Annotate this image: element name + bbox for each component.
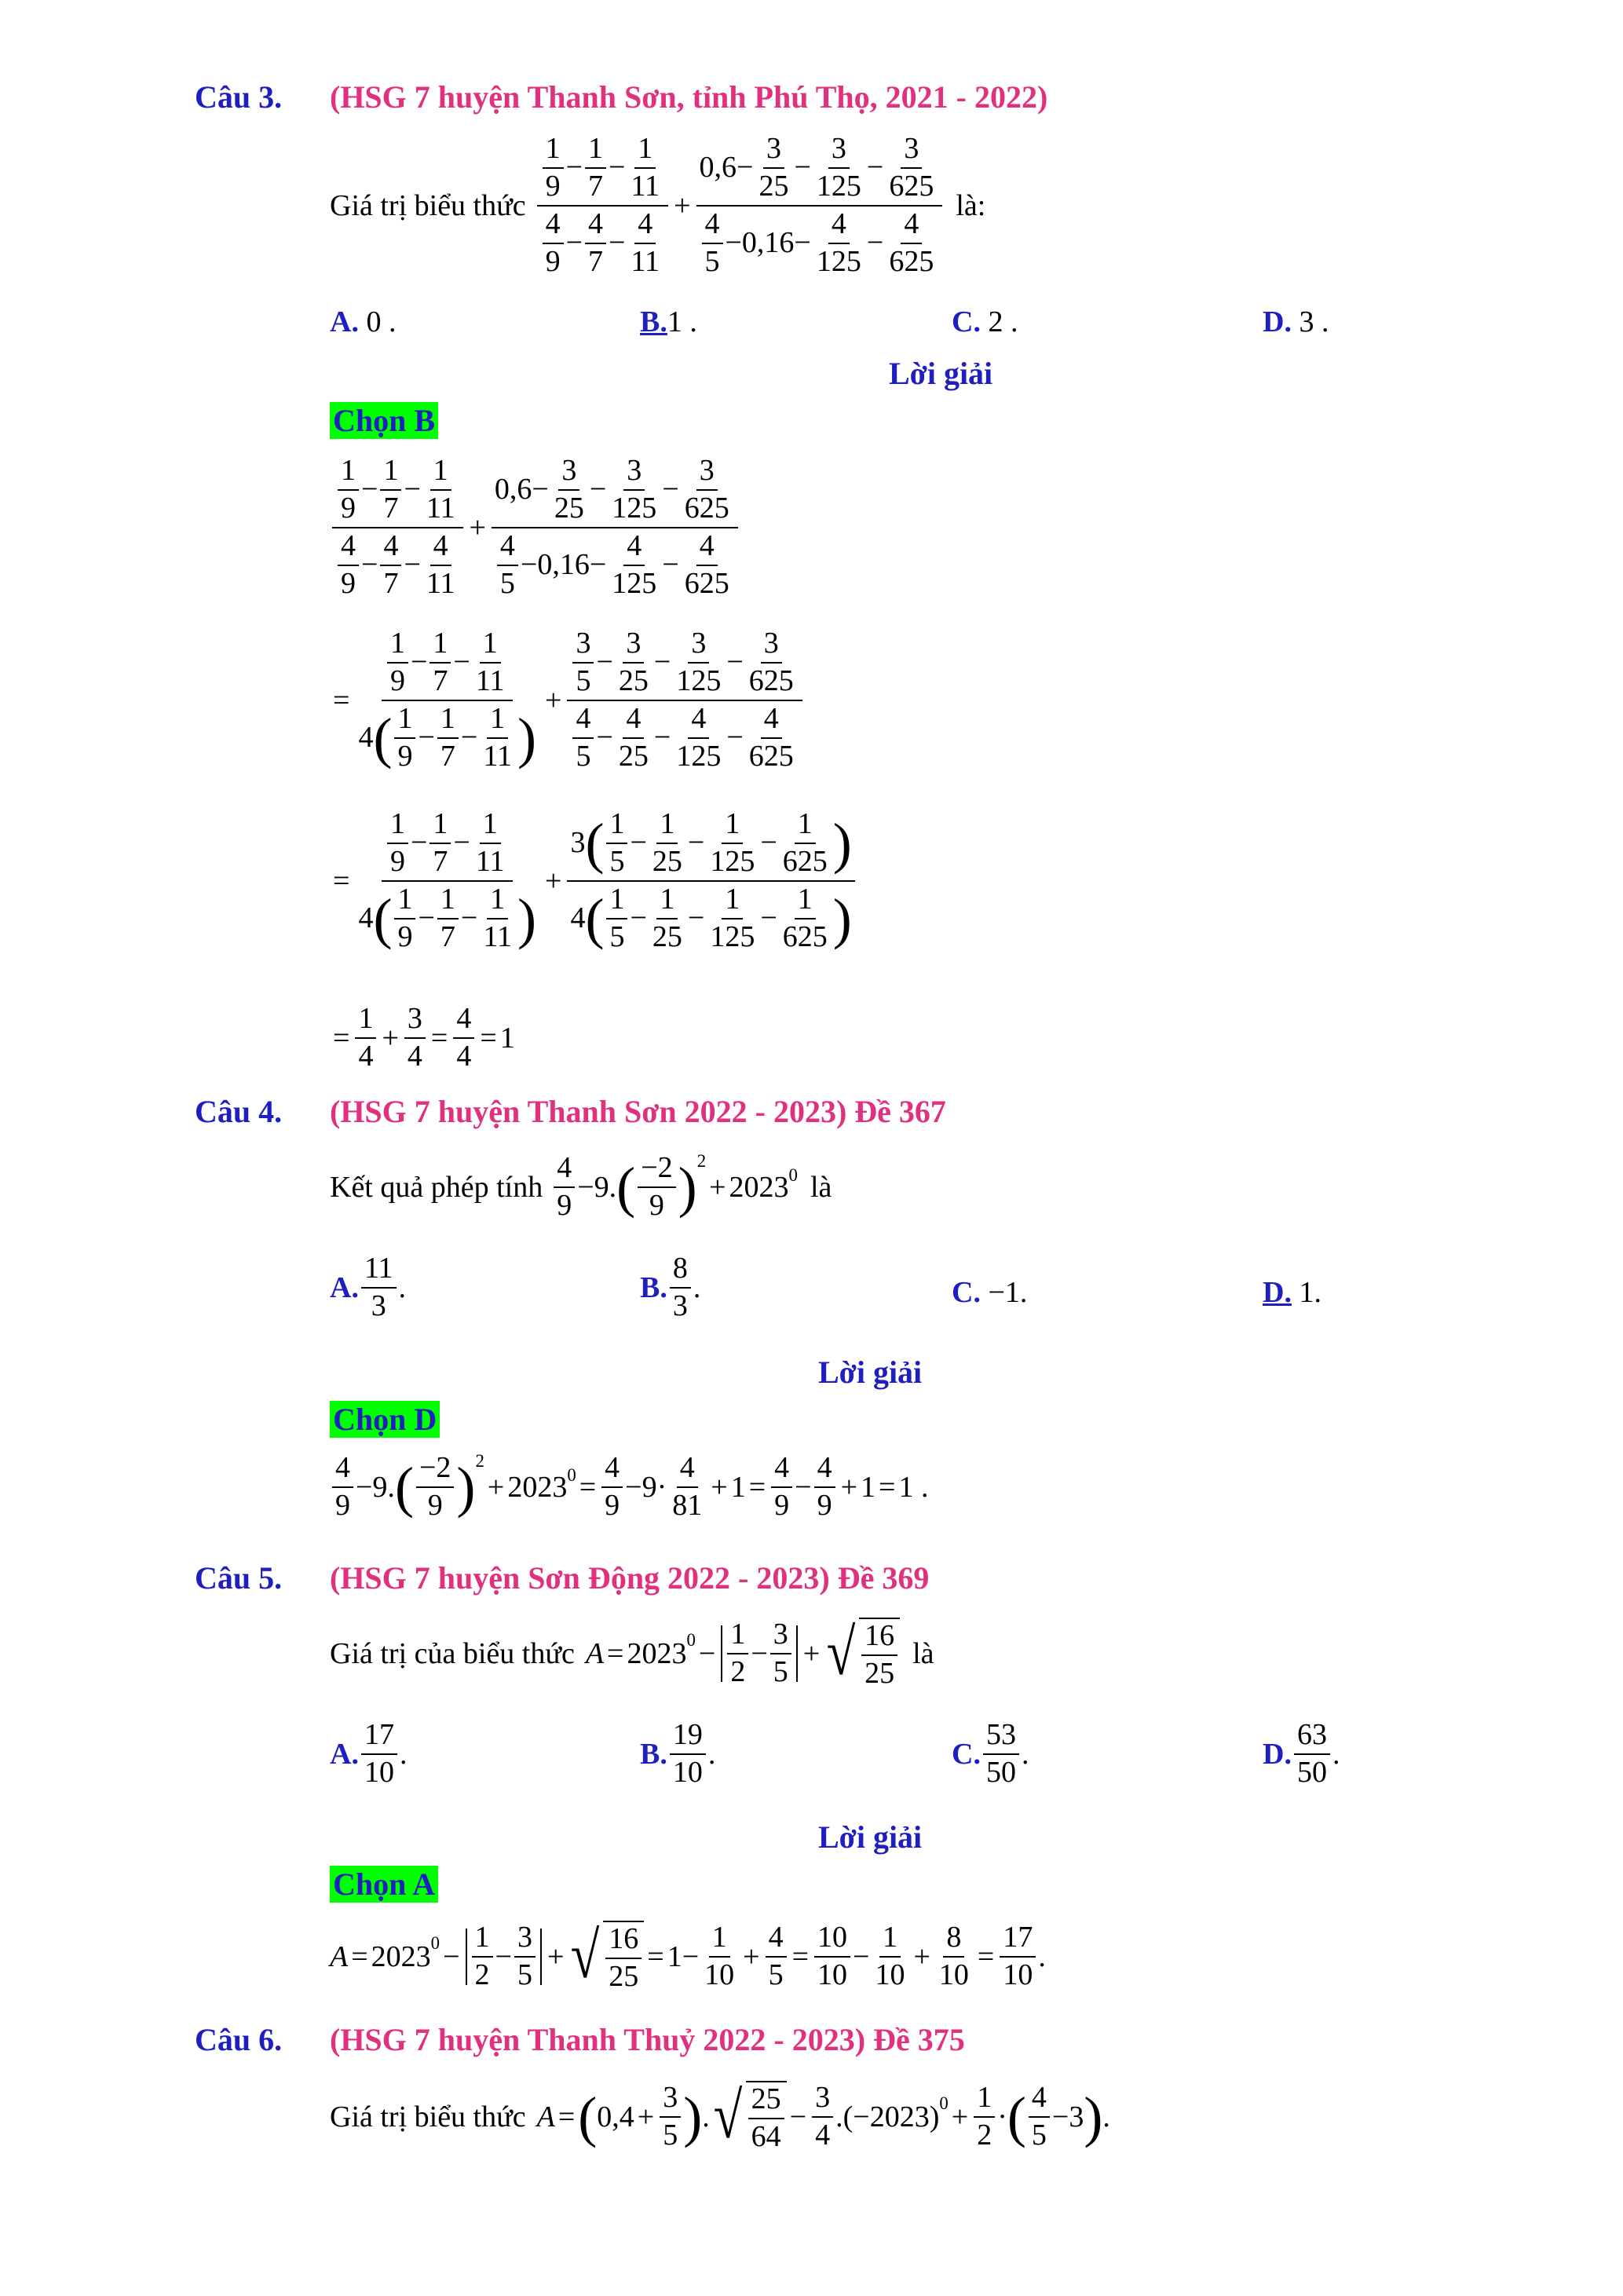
q5-stem-prefix: Giá trị của biểu thức: [330, 1636, 575, 1670]
q4-option-a[interactable]: A. 11 3 .: [330, 1252, 407, 1322]
q4-stem-suffix: là: [810, 1170, 832, 1204]
q3-option-b[interactable]: B.1 .: [640, 305, 697, 338]
q3-number: Câu 3.: [195, 79, 283, 115]
q3-solution-title: Lời giải: [889, 356, 993, 391]
q6-stem: Giá trị biểu thức A = ( 0,4 + $\frac{3}{5}$ ) . √ $\frac{25}{64}$ − $\frac{3}{4}$ .(−2023) 0 + $\frac{1}{2}$ · ( 4 5 −3 ) .: [330, 2080, 1110, 2153]
q5-source: (HSG 7 huyện Sơn Động 2022 - 2023) Đề 369: [330, 1560, 930, 1596]
q3-option-d[interactable]: D. 3 .: [1263, 305, 1329, 338]
q5-number: Câu 5.: [195, 1560, 283, 1596]
q4-option-c[interactable]: C. −1.: [952, 1276, 1028, 1309]
q5-option-b[interactable]: B. 19 10 .: [640, 1718, 716, 1789]
q3-stem-prefix: Giá trị biểu thức: [330, 188, 526, 222]
q4-stem-prefix: Kết quả phép tính: [330, 1170, 543, 1204]
q5-stem: Giá trị của biểu thức A = 2023 0 − 1 2 − 3 5 + √ $\frac{16}{25}$ là: [330, 1617, 934, 1690]
q5-solution-line: A = 2023 0 − 1 2 − 3 5 + √ $\frac{16}{25}$ = 1− $\frac{1}{10}$ + $\frac{4}{5}$ = $\frac{10}{10}$ − 1 10 + $\frac{8}{10}$ = $\frac{17}{10}$ .: [330, 1920, 1046, 1993]
q3-solution-line3: = 1 9 − 1 7 − 1 11 4 ( 1 9 − 1 7 − 1 11 ) + 3 ( 1 5 − 1 25 − 1 125 − 1 625 ) 4 ( 1 5 − 1 25 − 1 125 − 1 625 ): [330, 809, 857, 953]
q3-solution-line2: = 1 9 − 1 7 − 1 11 4 ( 1 9 − 1 7 − 1 11 ) + 3 5 − 3 25 − 3 125 − 3 625 4 5 − 4 25 − 4 125 − 4 625: [330, 628, 805, 773]
q4-solution-title: Lời giải: [818, 1355, 923, 1390]
q6-stem-prefix: Giá trị biểu thức: [330, 2100, 526, 2133]
q4-source: (HSG 7 huyện Thanh Sơn 2022 - 2023) Đề 367: [330, 1094, 946, 1129]
q5-chosen-badge: Chọn A: [330, 1866, 438, 1903]
q5-stem-suffix: là: [912, 1636, 934, 1670]
q4-chosen-badge: Chọn D: [330, 1401, 440, 1438]
q5-option-a[interactable]: A. 17 10 .: [330, 1718, 408, 1789]
q6-number: Câu 6.: [195, 2022, 283, 2057]
q6-source: (HSG 7 huyện Thanh Thuỷ 2022 - 2023) Đề 375: [330, 2022, 965, 2057]
q5-option-d[interactable]: D. 63 50 .: [1263, 1718, 1340, 1789]
q4-stem: Kết quả phép tính 4 9 −9. ( −2 9 ) 2 + 2023 0 là: [330, 1151, 832, 1222]
q5-option-c[interactable]: C. 53 50 .: [952, 1718, 1029, 1789]
q3-stem: Giá trị biểu thức 1 9 − 1 7 − 1 11 4 9 − 4 7 − 4 11 + 0,6− 3 25 − 3 125 − 3 625 4 5 −0,16− 4 125 − 4 625 là:: [330, 132, 986, 278]
q4-option-b[interactable]: B. 8 3 .: [640, 1252, 701, 1322]
q3-stem-suffix: là:: [956, 188, 986, 222]
q3-solution-final: = $\frac{1}{4}$ + $\frac{3}{4}$ = $\frac{4}{4}$ = 1: [333, 1002, 515, 1073]
q4-solution-line: 4 9 −9. ( −2 9 ) 2 + 2023 0 = $\frac{4}{9}$ −9· 4 81 + 1 = $\frac{4}{9}$ − 4 9 + 1 = 1 .: [330, 1453, 928, 1522]
q3-expression: 1 9 − 1 7 − 1 11 4 9 − 4 7 − 4 11: [537, 133, 668, 278]
q3-option-a[interactable]: A. 0 .: [330, 305, 397, 338]
q3-chosen-badge: Chọn B: [330, 402, 438, 439]
q3-option-c[interactable]: C. 2 .: [952, 305, 1018, 338]
q3-solution-line1: 1 9 − 1 7 − 1 11 4 9 − 4 7 − 4 11 + 0,6− 3 25 − 3 125 − 3 625 4 5 −0,16− 4 125 − 4 625: [330, 455, 740, 600]
q5-solution-title: Lời giải: [818, 1819, 923, 1855]
q3-source: (HSG 7 huyện Thanh Sơn, tỉnh Phú Thọ, 2021 - 2022): [330, 79, 1048, 115]
q4-number: Câu 4.: [195, 1094, 283, 1129]
q4-option-d[interactable]: D. 1.: [1263, 1276, 1321, 1309]
